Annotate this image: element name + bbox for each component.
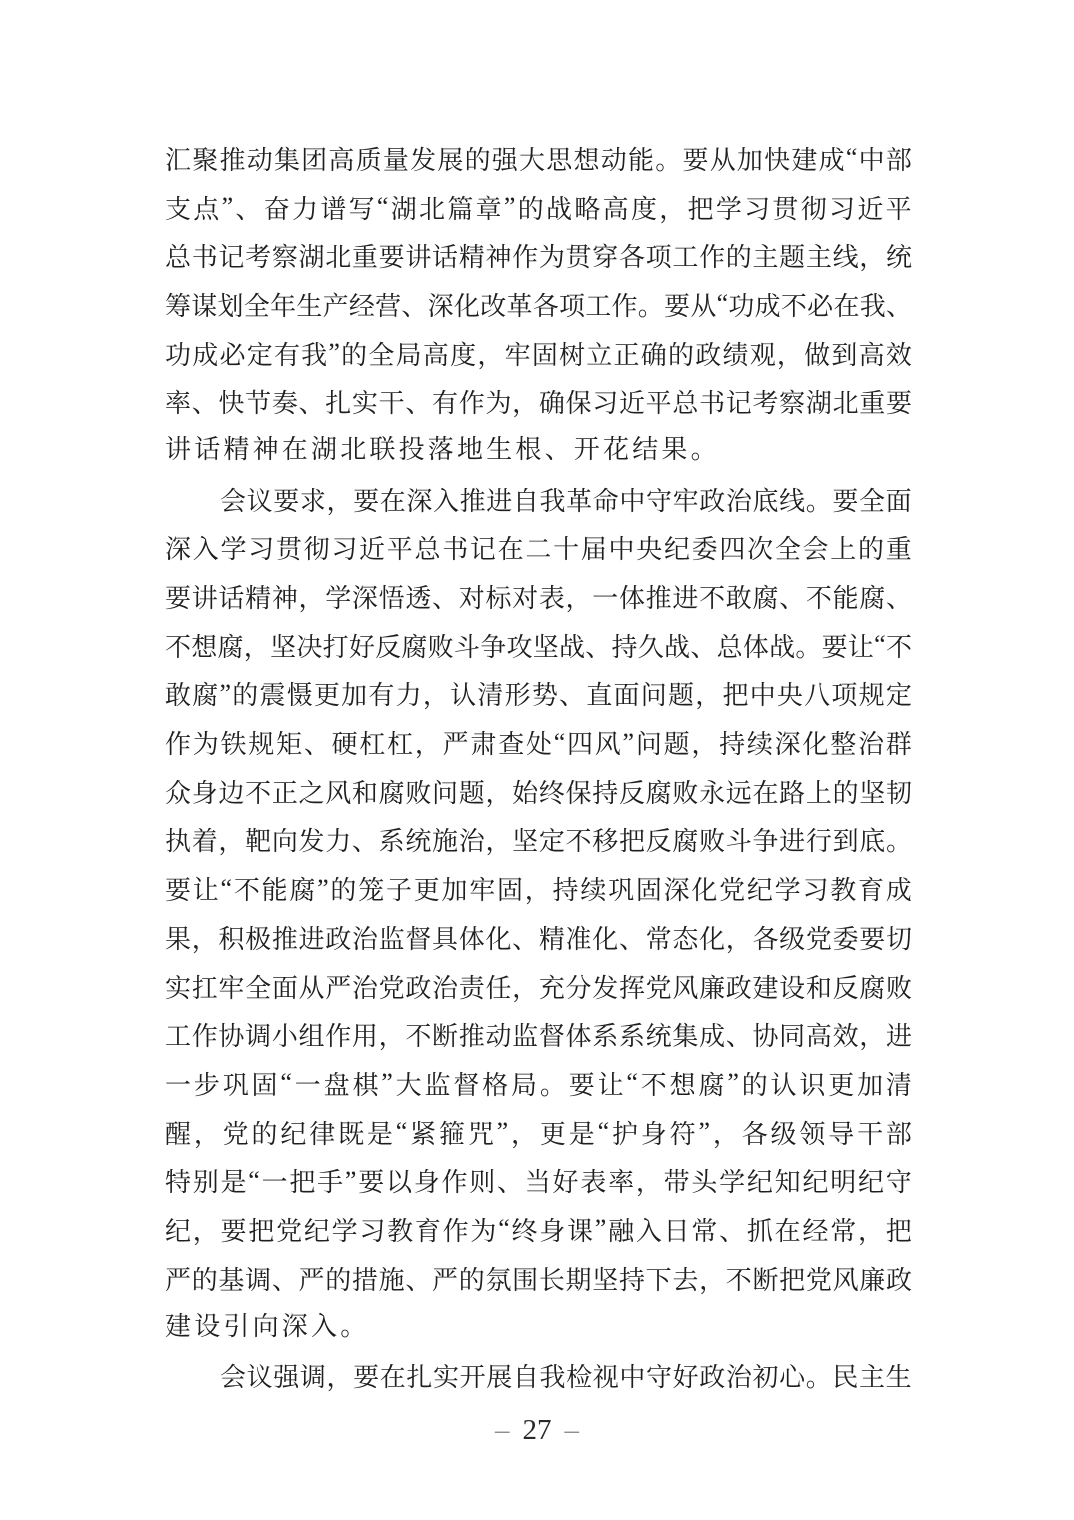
text-line: 敢 腐 ” 的 震 慑 更 加 有 力 ， 认 清 形 势 、 直 面 问 题 ， 把 中 央 八 项 规 定 (165, 678, 912, 711)
text-line: 会 议 强 调 ， 要 在 扎 实 开 展 自 我 检 视 中 守 好 政 治 初 心 。 民 主 生 (220, 1363, 912, 1393)
text-line: 不 想 腐 ， 坚 决 打 好 反 腐 败 斗 争 攻 坚 战 、 持 久 战 、 总 体 战 。 要 让 “ 不 (165, 630, 912, 662)
text-line: 深 入 学 习 贯 彻 习 近 平 总 书 记 在 二 十 届 中 央 纪 委 四 次 全 会 上 的 重 (165, 535, 912, 565)
text-line: 一 步 巩 固 “ 一 盘 棋 ” 大 监 督 格 局 。 要 让 “ 不 想 腐 ” 的 认 识 更 加 清 (165, 1068, 912, 1100)
text-line: 会 议 要 求 ， 要 在 深 入 推 进 自 我 革 命 中 守 牢 政 治 底 线 。 要 全 面 (220, 486, 912, 516)
text-line: 要 让 “ 不 能 腐 ” 的 笼 子 更 加 牢 固 ， 持 续 巩 固 深 化 党 纪 学 习 教 育 成 (165, 873, 912, 906)
text-line: 要 讲 话 精 神 ， 学 深 悟 透 、 对 标 对 表 ， 一 体 推 进 不 敢 腐 、 不 能 腐 、 (165, 584, 912, 614)
text-line: 果 ， 积 极 推 进 政 治 监 督 具 体 化 、 精 准 化 、 常 态 化 ， 各 级 党 委 要 切 (165, 924, 912, 954)
text-line: 讲话精神在湖北联投落地生根、开花结果。 (165, 435, 720, 465)
text-line: 众 身 边 不 正 之 风 和 腐 败 问 题 ， 始 终 保 持 反 腐 败 永 远 在 路 上 的 坚 韧 (165, 778, 912, 808)
text-line: 作 为 铁 规 矩 、 硬 杠 杠 ， 严 肃 查 处 “ 四 风 ” 问 题 ， 持 续 深 化 整 治 群 (165, 727, 912, 760)
footer-dash-left: – (495, 1414, 510, 1446)
text-line: 醒 ， 党 的 纪 律 既 是 “ 紧 箍 咒 ” ， 更 是 “ 护 身 符 ” ， 各 级 领 导 干 部 (165, 1117, 912, 1149)
text-line: 建设引向深入。 (165, 1311, 370, 1341)
text-line: 工 作 协 调 小 组 作 用 ， 不 断 推 动 监 督 体 系 系 统 集 成 、 协 同 高 效 ， 进 (165, 1022, 912, 1052)
body-text (165, 134, 912, 1400)
text-line: 汇 聚 推 动 集 团 高 质 量 发 展 的 强 大 思 想 动 能 。 要 从 加 快 建 成 “ 中 部 (165, 143, 912, 175)
text-line: 实 扛 牢 全 面 从 严 治 党 政 治 责 任 ， 充 分 发 挥 党 风 廉 政 建 设 和 反 腐 败 (165, 973, 912, 1003)
text-line: 总 书 记 考 察 湖 北 重 要 讲 话 精 神 作 为 贯 穿 各 项 工 作 的 主 题 主 线 ， 统 (165, 243, 912, 273)
text-line: 特 别 是 “ 一 把 手 ” 要 以 身 作 则 、 当 好 表 率 ， 带 头 学 纪 知 纪 明 纪 守 (165, 1165, 912, 1198)
page-footer (0, 1410, 1074, 1450)
footer-dash-right: – (564, 1414, 579, 1446)
page-number: 27 (522, 1414, 552, 1446)
text-line: 支 点 ” 、 奋 力 谱 写 “ 湖 北 篇 章 ” 的 战 略 高 度 ， 把 学 习 贯 彻 习 近 平 (165, 192, 912, 224)
text-line: 功 成 必 定 有 我 ” 的 全 局 高 度 ， 牢 固 树 立 正 确 的 政 绩 观 ， 做 到 高 效 (165, 338, 912, 370)
text-line: 严 的 基 调 、 严 的 措 施 、 严 的 氛 围 长 期 坚 持 下 去 ， 不 断 把 党 风 廉 政 (165, 1265, 912, 1295)
text-line: 率 、 快 节 奏 、 扎 实 干 、 有 作 为 ， 确 保 习 近 平 总 书 记 考 察 湖 北 重 要 (165, 389, 912, 419)
text-line: 筹 谋 划 全 年 生 产 经 营 、 深 化 改 革 各 项 工 作 。 要 从 “ 功 成 不 必 在 我 、 (165, 289, 912, 321)
text-line: 执 着 ， 靶 向 发 力 、 系 统 施 治 ， 坚 定 不 移 把 反 腐 败 斗 争 进 行 到 底 。 (165, 827, 912, 857)
text-line: 纪 ， 要 把 党 纪 学 习 教 育 作 为 “ 终 身 课 ” 融 入 日 常 、 抓 在 经 常 ， 把 (165, 1214, 912, 1246)
